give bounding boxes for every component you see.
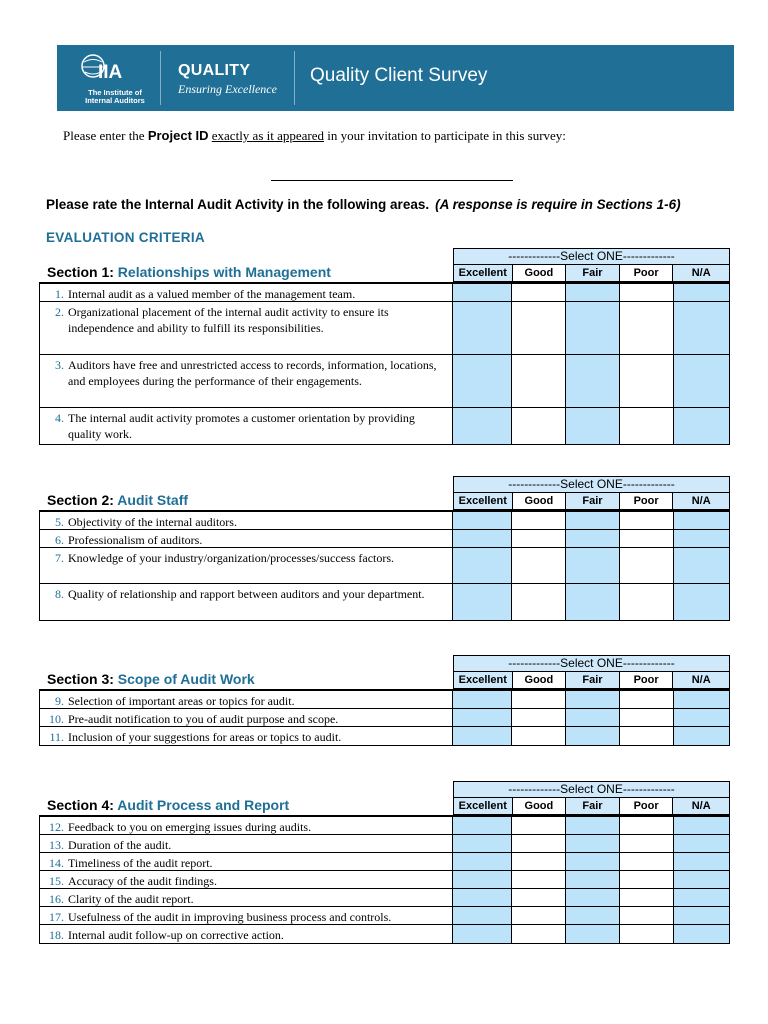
question-number: 12. <box>49 820 64 834</box>
question-row <box>39 691 730 709</box>
project-id-prompt: Please enter the Project ID exactly as it appeared in your invitation to participate in this survey: <box>63 128 566 143</box>
rating-cell-poor[interactable] <box>620 727 674 745</box>
question-row <box>39 727 730 745</box>
rating-cell-poor[interactable] <box>620 835 674 852</box>
question-number: 9. <box>55 694 64 708</box>
rating-cell-excellent[interactable] <box>453 835 512 852</box>
question-number: 5. <box>55 515 64 529</box>
rating-columns <box>453 671 730 689</box>
rating-cell-excellent[interactable] <box>453 727 512 745</box>
question-label: Clarity of the audit report. <box>68 892 194 906</box>
rating-cell-na[interactable] <box>674 889 730 906</box>
rating-cell-good[interactable] <box>512 284 566 301</box>
question-number: 6. <box>55 533 64 547</box>
rating-cell-excellent[interactable] <box>453 302 512 354</box>
survey-section <box>39 476 730 621</box>
section-label: Section 1: <box>47 264 118 280</box>
rating-cell-poor[interactable] <box>620 355 674 407</box>
question-row <box>39 925 730 943</box>
rating-header <box>453 655 730 689</box>
question-label: Professionalism of auditors. <box>68 533 203 547</box>
question-text <box>39 302 453 354</box>
question-label: Internal audit follow-up on corrective action. <box>68 928 284 942</box>
question-text <box>39 355 453 407</box>
question-text <box>39 925 453 943</box>
rating-cell-poor[interactable] <box>620 925 674 943</box>
rating-cell-excellent[interactable] <box>453 530 512 547</box>
question-text <box>39 853 453 870</box>
rating-cell-good[interactable] <box>512 925 566 943</box>
question-row <box>39 284 730 302</box>
rating-cell-good[interactable] <box>512 512 566 529</box>
column-header-na: N/A <box>673 672 729 688</box>
column-header-fair: Fair <box>566 798 620 814</box>
select-one-label: -------------Select ONE------------- <box>453 476 730 492</box>
question-table <box>39 510 730 621</box>
rating-cell-fair[interactable] <box>566 530 620 547</box>
column-header-good: Good <box>513 672 567 688</box>
rating-cell-fair[interactable] <box>566 691 620 708</box>
rating-cell-fair[interactable] <box>566 548 620 583</box>
column-header-fair: Fair <box>566 493 620 509</box>
section-name: Audit Process and Report <box>117 797 290 813</box>
rating-cell-na[interactable] <box>674 512 730 529</box>
question-number: 15. <box>49 874 64 888</box>
rating-cell-poor[interactable] <box>620 302 674 354</box>
rating-columns <box>453 492 730 510</box>
question-label: Quality of relationship and rapport between auditors and your department. <box>68 587 425 601</box>
section-header <box>39 248 730 282</box>
rating-cell-fair[interactable] <box>566 925 620 943</box>
question-row <box>39 512 730 530</box>
project-id-input-line[interactable] <box>271 180 513 181</box>
iia-globe-logo-icon <box>79 53 135 83</box>
select-one-label: -------------Select ONE------------- <box>453 248 730 264</box>
rating-cell-poor[interactable] <box>620 889 674 906</box>
rating-cell-na[interactable] <box>674 691 730 708</box>
question-text <box>39 408 453 444</box>
rating-cell-excellent[interactable] <box>453 925 512 943</box>
section-name: Audit Staff <box>117 492 189 508</box>
survey-section <box>39 655 730 746</box>
section-title <box>47 671 255 687</box>
rating-cell-na[interactable] <box>674 355 730 407</box>
column-header-poor: Poor <box>620 265 674 281</box>
question-text <box>39 691 453 708</box>
rating-columns <box>453 797 730 815</box>
column-header-good: Good <box>513 265 567 281</box>
survey-title: Quality Client Survey <box>310 65 488 86</box>
question-row <box>39 302 730 355</box>
rating-cell-good[interactable] <box>512 907 566 924</box>
question-text <box>39 548 453 583</box>
question-text <box>39 835 453 852</box>
question-row <box>39 817 730 835</box>
section-name: Scope of Audit Work <box>117 671 255 687</box>
rating-cell-fair[interactable] <box>566 871 620 888</box>
rating-cell-poor[interactable] <box>620 907 674 924</box>
rating-cell-excellent[interactable] <box>453 548 512 583</box>
rating-cell-excellent[interactable] <box>453 584 512 620</box>
question-number: 3. <box>55 358 64 372</box>
question-text <box>39 727 453 745</box>
question-label: Duration of the audit. <box>68 838 172 852</box>
section-header <box>39 655 730 689</box>
divider <box>294 51 295 105</box>
question-label: Pre-audit notification to you of audit purpose and scope. <box>68 712 339 726</box>
section-title <box>47 797 289 813</box>
question-label: Inclusion of your suggestions for areas or topics to audit. <box>68 730 342 744</box>
rating-cell-excellent[interactable] <box>453 691 512 708</box>
question-row <box>39 408 730 444</box>
column-header-good: Good <box>513 493 567 509</box>
question-label: Organizational placement of the internal audit activity to ensure its independence and ability to fulfill its responsibilities. <box>68 305 389 335</box>
rating-cell-good[interactable] <box>512 871 566 888</box>
rating-cell-poor[interactable] <box>620 691 674 708</box>
quality-title: QUALITY <box>178 62 251 79</box>
rating-cell-poor[interactable] <box>620 512 674 529</box>
column-header-excellent: Excellent <box>454 493 513 509</box>
question-number: 7. <box>55 551 64 565</box>
rating-cell-good[interactable] <box>512 817 566 834</box>
question-label: The internal audit activity promotes a customer orientation by providing quality work. <box>68 411 415 441</box>
rating-cell-poor[interactable] <box>620 584 674 620</box>
question-text <box>39 584 453 620</box>
rating-cell-na[interactable] <box>674 408 730 444</box>
section-header <box>39 781 730 815</box>
rating-header <box>453 781 730 815</box>
question-text <box>39 889 453 906</box>
rating-cell-good[interactable] <box>512 853 566 870</box>
question-label: Selection of important areas or topics for audit. <box>68 694 295 708</box>
question-number: 18. <box>49 928 64 942</box>
column-header-fair: Fair <box>566 265 620 281</box>
question-text <box>39 512 453 529</box>
header-banner <box>57 45 734 111</box>
question-text <box>39 709 453 726</box>
question-table <box>39 815 730 944</box>
rating-cell-poor[interactable] <box>620 871 674 888</box>
question-number: 17. <box>49 910 64 924</box>
rating-cell-fair[interactable] <box>566 302 620 354</box>
rating-cell-fair[interactable] <box>566 835 620 852</box>
section-title <box>47 264 331 280</box>
rating-cell-excellent[interactable] <box>453 709 512 726</box>
question-text <box>39 871 453 888</box>
column-header-poor: Poor <box>620 493 674 509</box>
rating-cell-na[interactable] <box>674 835 730 852</box>
instructions: Please rate the Internal Audit Activity in the following areas. (A response is require in Sections 1-6) <box>46 197 681 212</box>
rating-cell-fair[interactable] <box>566 727 620 745</box>
rating-cell-fair[interactable] <box>566 512 620 529</box>
rating-cell-fair[interactable] <box>566 817 620 834</box>
question-number: 2. <box>55 305 64 319</box>
section-label: Section 4: <box>47 797 118 813</box>
question-label: Knowledge of your industry/organization/processes/success factors. <box>68 551 395 565</box>
question-number: 11. <box>49 730 64 744</box>
column-header-poor: Poor <box>620 672 674 688</box>
quality-subtitle: Ensuring Excellence <box>178 82 277 96</box>
question-label: Timeliness of the audit report. <box>68 856 213 870</box>
rating-cell-fair[interactable] <box>566 853 620 870</box>
question-number: 13. <box>49 838 64 852</box>
column-header-excellent: Excellent <box>454 798 513 814</box>
rating-cell-na[interactable] <box>674 925 730 943</box>
rating-cell-na[interactable] <box>674 907 730 924</box>
rating-cell-excellent[interactable] <box>453 512 512 529</box>
rating-cell-excellent[interactable] <box>453 853 512 870</box>
rating-cell-good[interactable] <box>512 355 566 407</box>
column-header-na: N/A <box>673 798 729 814</box>
rating-cell-fair[interactable] <box>566 355 620 407</box>
rating-cell-fair[interactable] <box>566 709 620 726</box>
question-text <box>39 284 453 301</box>
rating-cell-poor[interactable] <box>620 709 674 726</box>
rating-cell-good[interactable] <box>512 889 566 906</box>
survey-section <box>39 248 730 445</box>
column-header-poor: Poor <box>620 798 674 814</box>
column-header-fair: Fair <box>566 672 620 688</box>
question-row <box>39 835 730 853</box>
svg-text:IIA: IIA <box>98 62 123 83</box>
question-row <box>39 853 730 871</box>
rating-cell-good[interactable] <box>512 302 566 354</box>
rating-cell-fair[interactable] <box>566 584 620 620</box>
question-table <box>39 282 730 445</box>
rating-header <box>453 476 730 510</box>
rating-cell-good[interactable] <box>512 835 566 852</box>
rating-cell-poor[interactable] <box>620 530 674 547</box>
rating-cell-fair[interactable] <box>566 284 620 301</box>
rating-cell-poor[interactable] <box>620 408 674 444</box>
question-label: Auditors have free and unrestricted access to records, information, locations, and employees during the performance of their engagements. <box>68 358 437 388</box>
rating-header <box>453 248 730 282</box>
rating-cell-fair[interactable] <box>566 907 620 924</box>
logo-text: The Institute of Internal Auditors <box>85 88 145 105</box>
question-table <box>39 689 730 746</box>
question-number: 1. <box>55 287 64 301</box>
question-row <box>39 709 730 727</box>
rating-cell-na[interactable] <box>674 709 730 726</box>
rating-cell-good[interactable] <box>512 691 566 708</box>
rating-cell-good[interactable] <box>512 408 566 444</box>
rating-cell-excellent[interactable] <box>453 284 512 301</box>
rating-cell-poor[interactable] <box>620 548 674 583</box>
survey-section <box>39 781 730 944</box>
rating-cell-poor[interactable] <box>620 284 674 301</box>
rating-cell-excellent[interactable] <box>453 871 512 888</box>
column-header-excellent: Excellent <box>454 672 513 688</box>
rating-cell-excellent[interactable] <box>453 355 512 407</box>
rating-cell-good[interactable] <box>512 548 566 583</box>
column-header-na: N/A <box>673 265 729 281</box>
rating-cell-good[interactable] <box>512 709 566 726</box>
rating-cell-na[interactable] <box>674 817 730 834</box>
rating-cell-good[interactable] <box>512 530 566 547</box>
question-text <box>39 907 453 924</box>
select-one-label: -------------Select ONE------------- <box>453 655 730 671</box>
question-row <box>39 871 730 889</box>
rating-cell-poor[interactable] <box>620 853 674 870</box>
rating-cell-na[interactable] <box>674 853 730 870</box>
rating-cell-poor[interactable] <box>620 817 674 834</box>
question-label: Feedback to you on emerging issues during audits. <box>68 820 312 834</box>
question-number: 4. <box>55 411 64 425</box>
rating-cell-na[interactable] <box>674 302 730 354</box>
divider <box>160 51 161 105</box>
evaluation-heading: EVALUATION CRITERIA <box>46 230 205 245</box>
rating-cell-excellent[interactable] <box>453 408 512 444</box>
select-one-label: -------------Select ONE------------- <box>453 781 730 797</box>
question-label: Usefulness of the audit in improving business process and controls. <box>68 910 392 924</box>
section-title <box>47 492 188 508</box>
question-row <box>39 907 730 925</box>
question-text <box>39 530 453 547</box>
rating-cell-na[interactable] <box>674 584 730 620</box>
question-label: Internal audit as a valued member of the management team. <box>68 287 356 301</box>
section-header <box>39 476 730 510</box>
question-number: 8. <box>55 587 64 601</box>
question-row <box>39 530 730 548</box>
question-row <box>39 548 730 584</box>
rating-cell-good[interactable] <box>512 727 566 745</box>
question-number: 14. <box>49 856 64 870</box>
question-row <box>39 355 730 408</box>
section-label: Section 2: <box>47 492 118 508</box>
rating-columns <box>453 264 730 282</box>
rating-cell-good[interactable] <box>512 584 566 620</box>
rating-cell-na[interactable] <box>674 871 730 888</box>
rating-cell-na[interactable] <box>674 727 730 745</box>
question-row <box>39 889 730 907</box>
rating-cell-excellent[interactable] <box>453 817 512 834</box>
rating-cell-fair[interactable] <box>566 408 620 444</box>
question-number: 10. <box>49 712 64 726</box>
section-name: Relationships with Management <box>117 264 331 280</box>
question-label: Objectivity of the internal auditors. <box>68 515 237 529</box>
column-header-na: N/A <box>673 493 729 509</box>
column-header-good: Good <box>513 798 567 814</box>
question-text <box>39 817 453 834</box>
question-number: 16. <box>49 892 64 906</box>
question-label: Accuracy of the audit findings. <box>68 874 217 888</box>
rating-cell-excellent[interactable] <box>453 889 512 906</box>
rating-cell-na[interactable] <box>674 530 730 547</box>
rating-cell-excellent[interactable] <box>453 907 512 924</box>
column-header-excellent: Excellent <box>454 265 513 281</box>
section-label: Section 3: <box>47 671 118 687</box>
rating-cell-na[interactable] <box>674 548 730 583</box>
rating-cell-fair[interactable] <box>566 889 620 906</box>
rating-cell-na[interactable] <box>674 284 730 301</box>
question-row <box>39 584 730 620</box>
